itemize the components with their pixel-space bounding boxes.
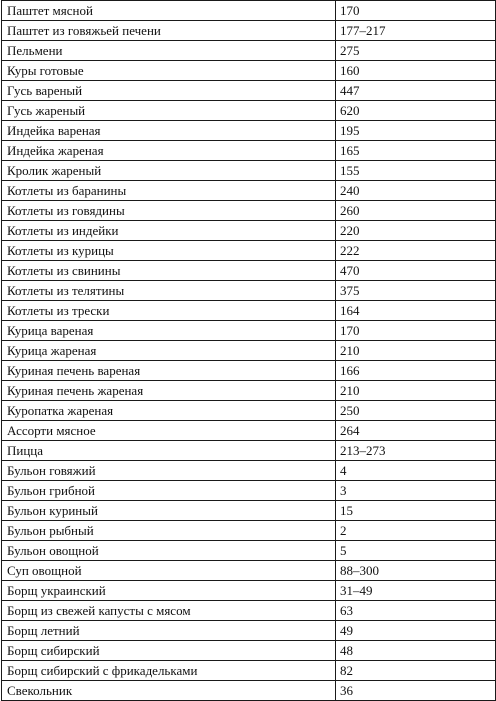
- calorie-value-cell: 470: [336, 261, 496, 281]
- table-row: [2, 221, 496, 241]
- calorie-value-cell: 31–49: [336, 581, 496, 601]
- food-name-cell: Бульон грибной: [2, 481, 336, 501]
- calorie-table-body: [2, 1, 496, 701]
- calorie-value-cell: 447: [336, 81, 496, 101]
- table-row: [2, 141, 496, 161]
- table-row: [2, 521, 496, 541]
- calorie-value-cell: 155: [336, 161, 496, 181]
- calorie-value-cell: 620: [336, 101, 496, 121]
- table-row: [2, 281, 496, 301]
- calorie-value-cell: 36: [336, 681, 496, 701]
- food-name-cell: Пельмени: [2, 41, 336, 61]
- food-name-cell: Котлеты из баранины: [2, 181, 336, 201]
- food-name-cell: Гусь жареный: [2, 101, 336, 121]
- table-row: [2, 321, 496, 341]
- table-row: [2, 501, 496, 521]
- table-row: [2, 461, 496, 481]
- food-name-cell: Свекольник: [2, 681, 336, 701]
- calorie-value-cell: 264: [336, 421, 496, 441]
- calorie-value-cell: 88–300: [336, 561, 496, 581]
- table-row: [2, 261, 496, 281]
- calorie-value-cell: 210: [336, 341, 496, 361]
- food-name-cell: Борщ из свежей капусты с мясом: [2, 601, 336, 621]
- food-name-cell: Гусь вареный: [2, 81, 336, 101]
- calorie-value-cell: 210: [336, 381, 496, 401]
- calorie-value-cell: 220: [336, 221, 496, 241]
- food-name-cell: Котлеты из индейки: [2, 221, 336, 241]
- table-row: [2, 101, 496, 121]
- table-row: [2, 301, 496, 321]
- food-name-cell: Кролик жареный: [2, 161, 336, 181]
- food-name-cell: Суп овощной: [2, 561, 336, 581]
- calorie-value-cell: 82: [336, 661, 496, 681]
- table-row: [2, 361, 496, 381]
- table-row: [2, 421, 496, 441]
- table-row: [2, 181, 496, 201]
- table-row: [2, 481, 496, 501]
- food-name-cell: Бульон овощной: [2, 541, 336, 561]
- food-name-cell: Бульон куриный: [2, 501, 336, 521]
- calorie-value-cell: 275: [336, 41, 496, 61]
- food-name-cell: Индейка жареная: [2, 141, 336, 161]
- table-row: [2, 621, 496, 641]
- food-name-cell: Курица вареная: [2, 321, 336, 341]
- table-row: [2, 381, 496, 401]
- table-row: [2, 341, 496, 361]
- food-name-cell: Котлеты из трески: [2, 301, 336, 321]
- calorie-value-cell: 2: [336, 521, 496, 541]
- calorie-value-cell: 164: [336, 301, 496, 321]
- calorie-value-cell: 177–217: [336, 21, 496, 41]
- table-row: [2, 561, 496, 581]
- table-row: [2, 21, 496, 41]
- food-name-cell: Паштет из говяжьей печени: [2, 21, 336, 41]
- food-name-cell: Индейка вареная: [2, 121, 336, 141]
- food-name-cell: Пицца: [2, 441, 336, 461]
- calorie-value-cell: 260: [336, 201, 496, 221]
- food-name-cell: Борщ летний: [2, 621, 336, 641]
- calorie-value-cell: 165: [336, 141, 496, 161]
- calorie-value-cell: 5: [336, 541, 496, 561]
- food-name-cell: Борщ украинский: [2, 581, 336, 601]
- table-row: [2, 401, 496, 421]
- table-row: [2, 661, 496, 681]
- table-row: [2, 1, 496, 21]
- food-name-cell: Борщ сибирский: [2, 641, 336, 661]
- table-row: [2, 601, 496, 621]
- calorie-value-cell: 166: [336, 361, 496, 381]
- table-row: [2, 541, 496, 561]
- table-row: [2, 201, 496, 221]
- calorie-value-cell: 160: [336, 61, 496, 81]
- food-name-cell: Куры готовые: [2, 61, 336, 81]
- food-name-cell: Котлеты из говядины: [2, 201, 336, 221]
- table-row: [2, 241, 496, 261]
- table-row: [2, 121, 496, 141]
- calorie-value-cell: 170: [336, 1, 496, 21]
- calorie-value-cell: 63: [336, 601, 496, 621]
- food-name-cell: Бульон рыбный: [2, 521, 336, 541]
- calorie-table: [1, 0, 496, 701]
- table-row: [2, 161, 496, 181]
- calorie-value-cell: 250: [336, 401, 496, 421]
- food-name-cell: Куриная печень жареная: [2, 381, 336, 401]
- table-row: [2, 641, 496, 661]
- food-name-cell: Борщ сибирский с фрикадельками: [2, 661, 336, 681]
- food-name-cell: Бульон говяжий: [2, 461, 336, 481]
- food-name-cell: Куропатка жареная: [2, 401, 336, 421]
- food-name-cell: Ассорти мясное: [2, 421, 336, 441]
- food-name-cell: Курица жареная: [2, 341, 336, 361]
- table-row: [2, 81, 496, 101]
- calorie-value-cell: 213–273: [336, 441, 496, 461]
- food-name-cell: Котлеты из телятины: [2, 281, 336, 301]
- calorie-value-cell: 48: [336, 641, 496, 661]
- table-row: [2, 581, 496, 601]
- calorie-value-cell: 3: [336, 481, 496, 501]
- calorie-value-cell: 195: [336, 121, 496, 141]
- calorie-value-cell: 222: [336, 241, 496, 261]
- table-row: [2, 41, 496, 61]
- calorie-value-cell: 49: [336, 621, 496, 641]
- food-name-cell: Котлеты из курицы: [2, 241, 336, 261]
- table-row: [2, 61, 496, 81]
- food-name-cell: Котлеты из свинины: [2, 261, 336, 281]
- calorie-value-cell: 170: [336, 321, 496, 341]
- table-row: [2, 441, 496, 461]
- calorie-value-cell: 15: [336, 501, 496, 521]
- calorie-value-cell: 4: [336, 461, 496, 481]
- calorie-value-cell: 375: [336, 281, 496, 301]
- table-row: [2, 681, 496, 701]
- food-name-cell: Куриная печень вареная: [2, 361, 336, 381]
- food-name-cell: Паштет мясной: [2, 1, 336, 21]
- calorie-value-cell: 240: [336, 181, 496, 201]
